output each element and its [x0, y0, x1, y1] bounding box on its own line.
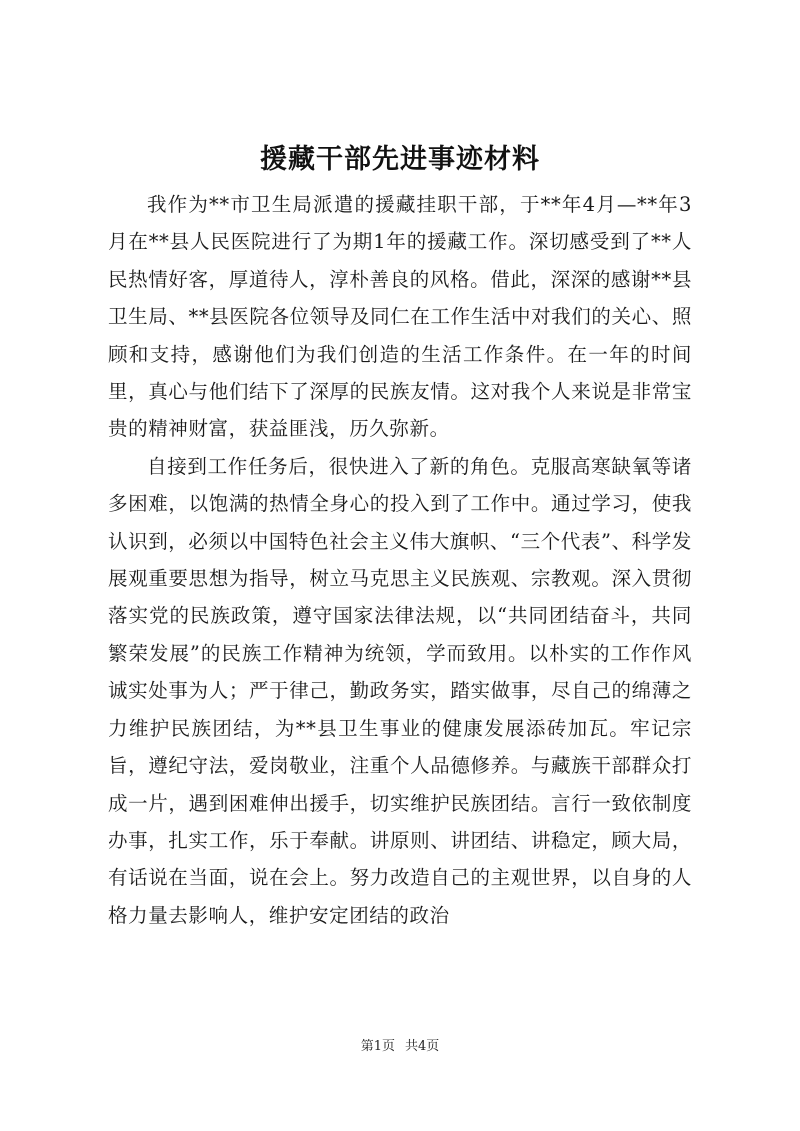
document-body [108, 186, 692, 934]
document-title: 援藏干部先进事迹材料 [260, 144, 540, 175]
paragraph-2: 自接到工作任务后，很快进入了新的角色。克服高寒缺氧等诸多困难，以饱满的热情全身心的投入到了工作中。通过学习，使我认识到，必须以中国特色社会主义伟大旗帜、“三个代表”、科学发展观重要思想为指导，树立马克思主义民族观、宗教观。深入贯彻落实党的民族政策，遵守国家法律法规，以“共同团结奋斗，共同繁荣发展”的民族工作精神为统领，学而致用。以朴实的工作作风诚实处事为人；严于律己，勤政务实，踏实做事，尽自己的绵薄之力维护民族团结，为**县卫生事业的健康发展添砖加瓦。牢记宗旨，遵纪守法，爱岗敬业，注重个人品德修养。与藏族干部群众打成一片，遇到困难伸出援手，切实维护民族团结。言行一致依制度办事，扎实工作，乐于奉献。讲原则、讲团结、讲稳定，顾大局，有话说在当面，说在会上。努力改造自己的主观世界，以自身的人格力量去影响人，维护安定团结的政治 [108, 454, 692, 927]
page-footer [0, 1037, 800, 1057]
paragraph-1: 我作为**市卫生局派遣的援藏挂职干部，于**年4月—**年3月在**县人民医院进行了为期1年的援藏工作。深切感受到了**人民热情好客，厚道待人，淳朴善良的风格。借此，深深的感谢**县卫生局、**县医院各位领导及同仁在工作生活中对我们的关心、照顾和支持，感谢他们为我们创造的生活工作条件。在一年的时间里，真心与他们结下了深厚的民族友情。这对我个人来说是非常宝贵的精神财富，获益匪浅，历久弥新。 [108, 193, 692, 441]
total-pages: 共4页 [405, 1039, 440, 1054]
page-number: 第1页 [360, 1039, 395, 1054]
